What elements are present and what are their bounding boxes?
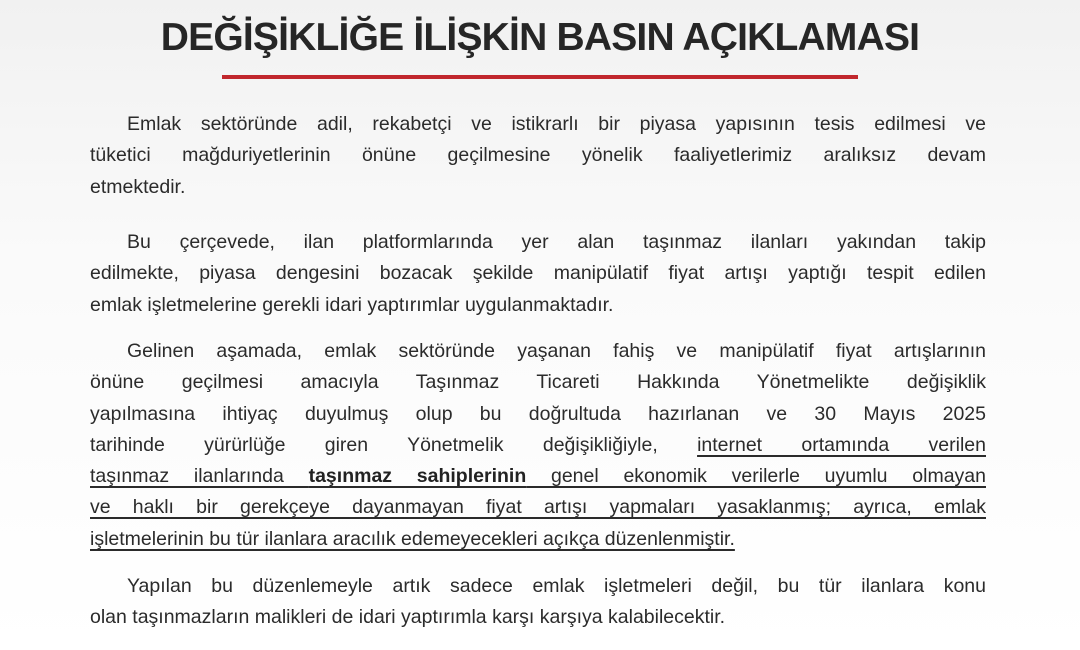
paragraph-2 [90, 227, 986, 321]
text-line: yapılmasına ihtiyaç duyulmuş olup bu doğrultuda hazırlanan ve 30 Mayıs 2025 [90, 402, 986, 425]
paragraph-1 [90, 109, 986, 203]
paragraph-3 [90, 336, 986, 555]
text-line [90, 524, 986, 555]
text-line: edilmekte, piyasa dengesini bozacak şekilde manipülatif fiyat artışı yaptığı tespit edilen [90, 262, 986, 285]
bold-text: taşınmaz sahiplerinin [308, 465, 527, 488]
underlined-text-line: ve haklı bir gerekçeye dayanmayan fiyat artışı yapmaları yasaklanmış; ayrıca, emlak [90, 496, 986, 519]
text-line: etmektedir. [90, 175, 186, 198]
page-title: DEĞİŞİKLİĞE İLİŞKİN BASIN AÇIKLAMASI [160, 16, 920, 59]
text-line: Yapılan bu düzenlemeyle artık sadece emlak işletmeleri değil, bu tür ilanlara konu [127, 575, 986, 597]
text-line: Emlak sektöründe adil, rekabetçi ve istikrarlı bir piyasa yapısının tesis edilmesi ve [127, 113, 986, 135]
text-segment: genel ekonomik verilerle uyumlu olmayan [526, 465, 986, 488]
underlined-text-line [90, 461, 986, 492]
text-line [90, 430, 986, 461]
paragraph-4 [90, 571, 986, 634]
text-line: olan taşınmazların malikleri de idari yaptırımla karşı karşıya kalabilecektir. [90, 606, 726, 629]
text-line: emlak işletmelerine gerekli idari yaptırımlar uygulanmaktadır. [90, 293, 614, 316]
text-segment: taşınmaz ilanlarında [90, 465, 309, 488]
underlined-text: işletmelerinin bu tür ilanlara aracılık edemeyecekleri açıkça düzenlenmiştir. [90, 527, 735, 550]
text-segment: tarihinde yürürlüğe giren Yönetmelik değişikliğiyle, [90, 433, 698, 456]
text-line: tüketici mağduriyetlerinin önüne geçilmesine yönelik faaliyetlerimiz aralıksız devam [90, 144, 986, 167]
text-line: Gelinen aşamada, emlak sektöründe yaşanan fahiş ve manipülatif fiyat artışlarının [127, 340, 986, 362]
title-divider [222, 75, 858, 79]
text-line: önüne geçilmesi amacıyla Taşınmaz Ticareti Hakkında Yönetmelikte değişiklik [90, 371, 986, 394]
underlined-text: internet ortamında verilen [697, 433, 986, 456]
text-line: Bu çerçevede, ilan platformlarında yer alan taşınmaz ilanları yakından takip [127, 231, 986, 253]
